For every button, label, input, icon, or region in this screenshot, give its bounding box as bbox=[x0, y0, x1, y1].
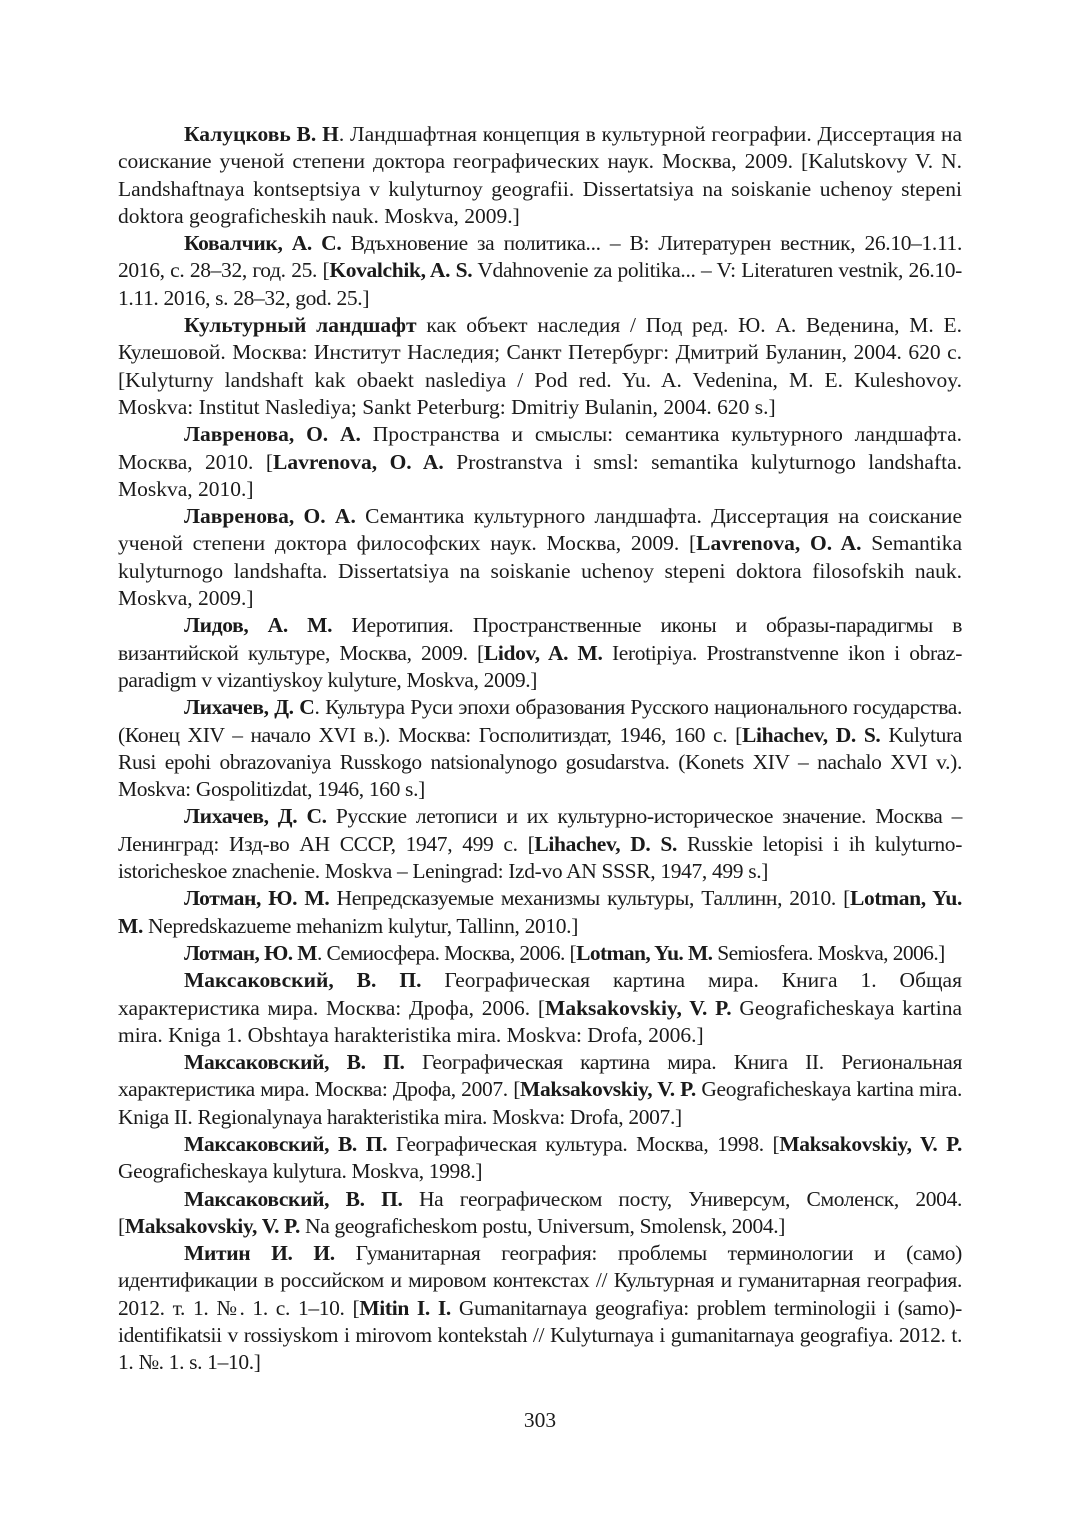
entry-text-latin: Ierotipiya. Prostranstvenne ikon i obraz-paradigm v vizantiyskoy kulyture, Moskva, 2009.] bbox=[118, 640, 963, 692]
entry-text: Гуманитарная география: проблемы терминологии и (само) идентификации в российском и мировом контекстах // Культурная и гуманитарная география. 2012. т. 1. №. 1. с. 1–10. [ bbox=[118, 1241, 962, 1320]
entry-author: Максаковский, В. П. bbox=[184, 1050, 405, 1075]
bibliography-entry bbox=[118, 1131, 962, 1186]
entry-author: Лавренова, О. А. bbox=[184, 422, 361, 447]
entry-author: Максаковский, В. П. bbox=[184, 968, 422, 993]
entry-author-latin: Maksakovskiy, V. P. bbox=[124, 1213, 300, 1238]
entry-author-latin: Lidov, A. M. bbox=[483, 640, 603, 665]
bibliography-entry bbox=[118, 612, 962, 694]
entry-author: Лихачев, Д. С bbox=[184, 695, 315, 720]
bibliography-list bbox=[118, 121, 962, 1377]
bibliography-entry bbox=[118, 1049, 962, 1131]
entry-text-latin: Russkie letopisi i ih kulyturno-istoricheskoe znachenie. Moskva – Leningrad: Izd-vo AN SSSR, 1947, 499 s.] bbox=[118, 831, 962, 884]
entry-author: Ковалчик, А. С. bbox=[184, 231, 342, 256]
entry-text-latin: Na geograficheskom postu, Universum, Smolensk, 2004.] bbox=[300, 1213, 786, 1238]
entry-text: Иеротипия. Пространственные иконы и образы-парадигмы в византийской культуре, Москва, 2009. [ bbox=[118, 613, 962, 665]
entry-author-latin: Lavrenova, O. A. bbox=[696, 531, 862, 556]
entry-author-latin: Maksakovskiy, V. P. bbox=[520, 1077, 696, 1102]
bibliography-entry bbox=[118, 967, 962, 1049]
entry-text-latin: Gumanitarnaya geografiya: problem terminologii i (samo)-identifikatsii v rossiyskom i mirovom kontekstah // Kulyturnaya i gumanitarnaya geografiya. 2012. t. 1. №. 1. s. 1–10.] bbox=[118, 1295, 962, 1375]
entry-text-latin: Geograficheskaya kartina mira. Kniga II. Regionalynaya harakteristika mira. Moskva: Drofa, 2007.] bbox=[118, 1077, 962, 1129]
bibliography-entry bbox=[118, 1240, 962, 1376]
entry-text: . Ландшафтная концепция в культурной географии. Диссертация на соискание ученой степени доктора географических наук. Москва, 2009. [Kalutskovy V. N. Landshaftnaya kontseptsiya v kulyturnoy geografii. Dissertatsiya na soiskanie uchenoy stepeni doktora geograficheskih nauk. Moskva, 2009.] bbox=[118, 122, 962, 228]
entry-author: Калуцковь В. Н bbox=[184, 122, 339, 146]
entry-text: . Культура Руси эпохи образования Русского национального государства. (Конец XIV – начало XVI в.). Москва: Госполитиздат, 1946, 160 с. [ bbox=[118, 695, 963, 747]
bibliography-entry bbox=[118, 940, 962, 967]
entry-author: Лотман, Ю. М bbox=[184, 940, 317, 965]
entry-text: Русские летописи и их культурно-историческое значение. Москва – Ленинград: Изд-во АН СССР, 1947, 499 с. [ bbox=[118, 804, 962, 856]
entry-author: Лавренова, О. А. bbox=[184, 504, 356, 529]
entry-text-latin: Semiosfera. Moskva, 2006.] bbox=[712, 940, 945, 965]
entry-text-latin: Prostranstva i smsl: semantika kulyturnogo landshafta. Moskva, 2010.] bbox=[118, 449, 963, 501]
entry-text: Семантика культурного ландшафта. Диссертация на соискание ученой степени доктора философских наук. Москва, 2009. [ bbox=[118, 504, 962, 556]
entry-author-latin: Lihachev, D. S. bbox=[741, 722, 881, 747]
entry-text: Пространства и смыслы: семантика культурного ландшафта. Москва, 2010. [ bbox=[118, 422, 962, 474]
entry-author: Лидов, А. М. bbox=[184, 613, 333, 638]
bibliography-entry bbox=[118, 312, 962, 421]
entry-text: . Семиосфера. Москва, 2006. [ bbox=[316, 940, 577, 965]
entry-author: Лотман, Ю. М. bbox=[184, 886, 330, 911]
entry-text-latin: Semantika kulyturnogo landshafta. Dissertatsiya na soiskanie uchenoy stepeni doktora filosofskih nauk. Moskva, 2009.] bbox=[118, 531, 962, 611]
entry-author-latin: Kovalchik, A. S. bbox=[329, 258, 473, 283]
entry-text: Вдъхновение за политика... – В: Литературен вестник, 26.10–1.11. 2016, с. 28–32, год. 25. [ bbox=[118, 231, 962, 283]
entry-text-latin: Geograficheskaya kulytura. Moskva, 1998.] bbox=[118, 1159, 483, 1184]
entry-author-latin: Lavrenova, O. A. bbox=[273, 449, 444, 474]
entry-author: Митин И. И. bbox=[184, 1241, 335, 1266]
bibliography-entry bbox=[118, 421, 962, 503]
bibliography-entry bbox=[118, 1186, 962, 1241]
entry-text: Непредсказуемые механизмы культуры, Таллинн, 2010. [ bbox=[329, 886, 850, 911]
bibliography-entry bbox=[118, 230, 962, 312]
entry-author-latin: Mitin I. I. bbox=[359, 1295, 451, 1320]
entry-author-latin: Maksakovskiy, V. P. bbox=[779, 1131, 963, 1156]
entry-author: Максаковский, В. П. bbox=[184, 1186, 403, 1211]
entry-author-latin: Lotman, Yu. M. bbox=[118, 886, 962, 938]
entry-text-latin: Vdahnovenie za politika... – V: Literaturen vestnik, 26.10-1.11. 2016, s. 28–32, god. 25.] bbox=[118, 258, 962, 310]
bibliography-entry bbox=[118, 885, 962, 940]
entry-author: Культурный ландшафт bbox=[184, 313, 417, 338]
entry-text-latin: Geograficheskaya kartina mira. Kniga 1. Obshtaya harakteristika mira. Moskva: Drofa, 2006.] bbox=[118, 995, 962, 1047]
bibliography-entry bbox=[118, 503, 962, 612]
entry-author-latin: Maksakovskiy, V. P. bbox=[545, 995, 732, 1020]
entry-text: Географическая культура. Москва, 1998. [ bbox=[387, 1131, 780, 1156]
entry-author: Максаковский, В. П. bbox=[184, 1131, 388, 1156]
entry-text: На географическом посту, Универсум, Смоленск, 2004. [ bbox=[118, 1186, 962, 1238]
entry-text-latin: Nepredskazueme mehanizm kulytur, Tallinn, 2010.] bbox=[142, 913, 579, 938]
entry-text: как объект наследия / Под ред. Ю. А. Веденина, М. Е. Кулешовой. Москва: Институт Наследия; Санкт Петербург: Дмитрий Буланин, 2004. 620 с. [Kulyturny landshaft kak obaekt naslediya / Pod red. Yu. A. Vedenina, M. E. Kuleshovoy. Moskva: Institut Naslediya; Sankt Peterburg: Dmitriy Bulanin, 2004. 620 s.] bbox=[118, 313, 962, 419]
entry-text-latin: Kulytura Rusi epohi obrazovaniya Russkogo natsionalynogo gosudarstva. (Konets XIV – nachalo XVI v.). Moskva: Gospolitizdat, 1946, 160 s.] bbox=[118, 722, 962, 802]
entry-author-latin: Lotman, Yu. M. bbox=[576, 940, 713, 965]
entry-author: Лихачев, Д. С. bbox=[184, 804, 327, 829]
bibliography-entry bbox=[118, 803, 962, 885]
entry-text: Географическая картина мира. Книга II. Региональная характеристика мира. Москва: Дрофа, 2007. [ bbox=[118, 1050, 963, 1102]
entry-text: Географическая картина мира. Книга 1. Общая характеристика мира. Москва: Дрофа, 2006. [ bbox=[118, 968, 962, 1020]
bibliography-entry bbox=[118, 694, 962, 803]
bibliography-entry bbox=[118, 121, 962, 230]
page-number: 303 bbox=[523, 1408, 557, 1432]
entry-author-latin: Lihachev, D. S. bbox=[534, 831, 678, 856]
